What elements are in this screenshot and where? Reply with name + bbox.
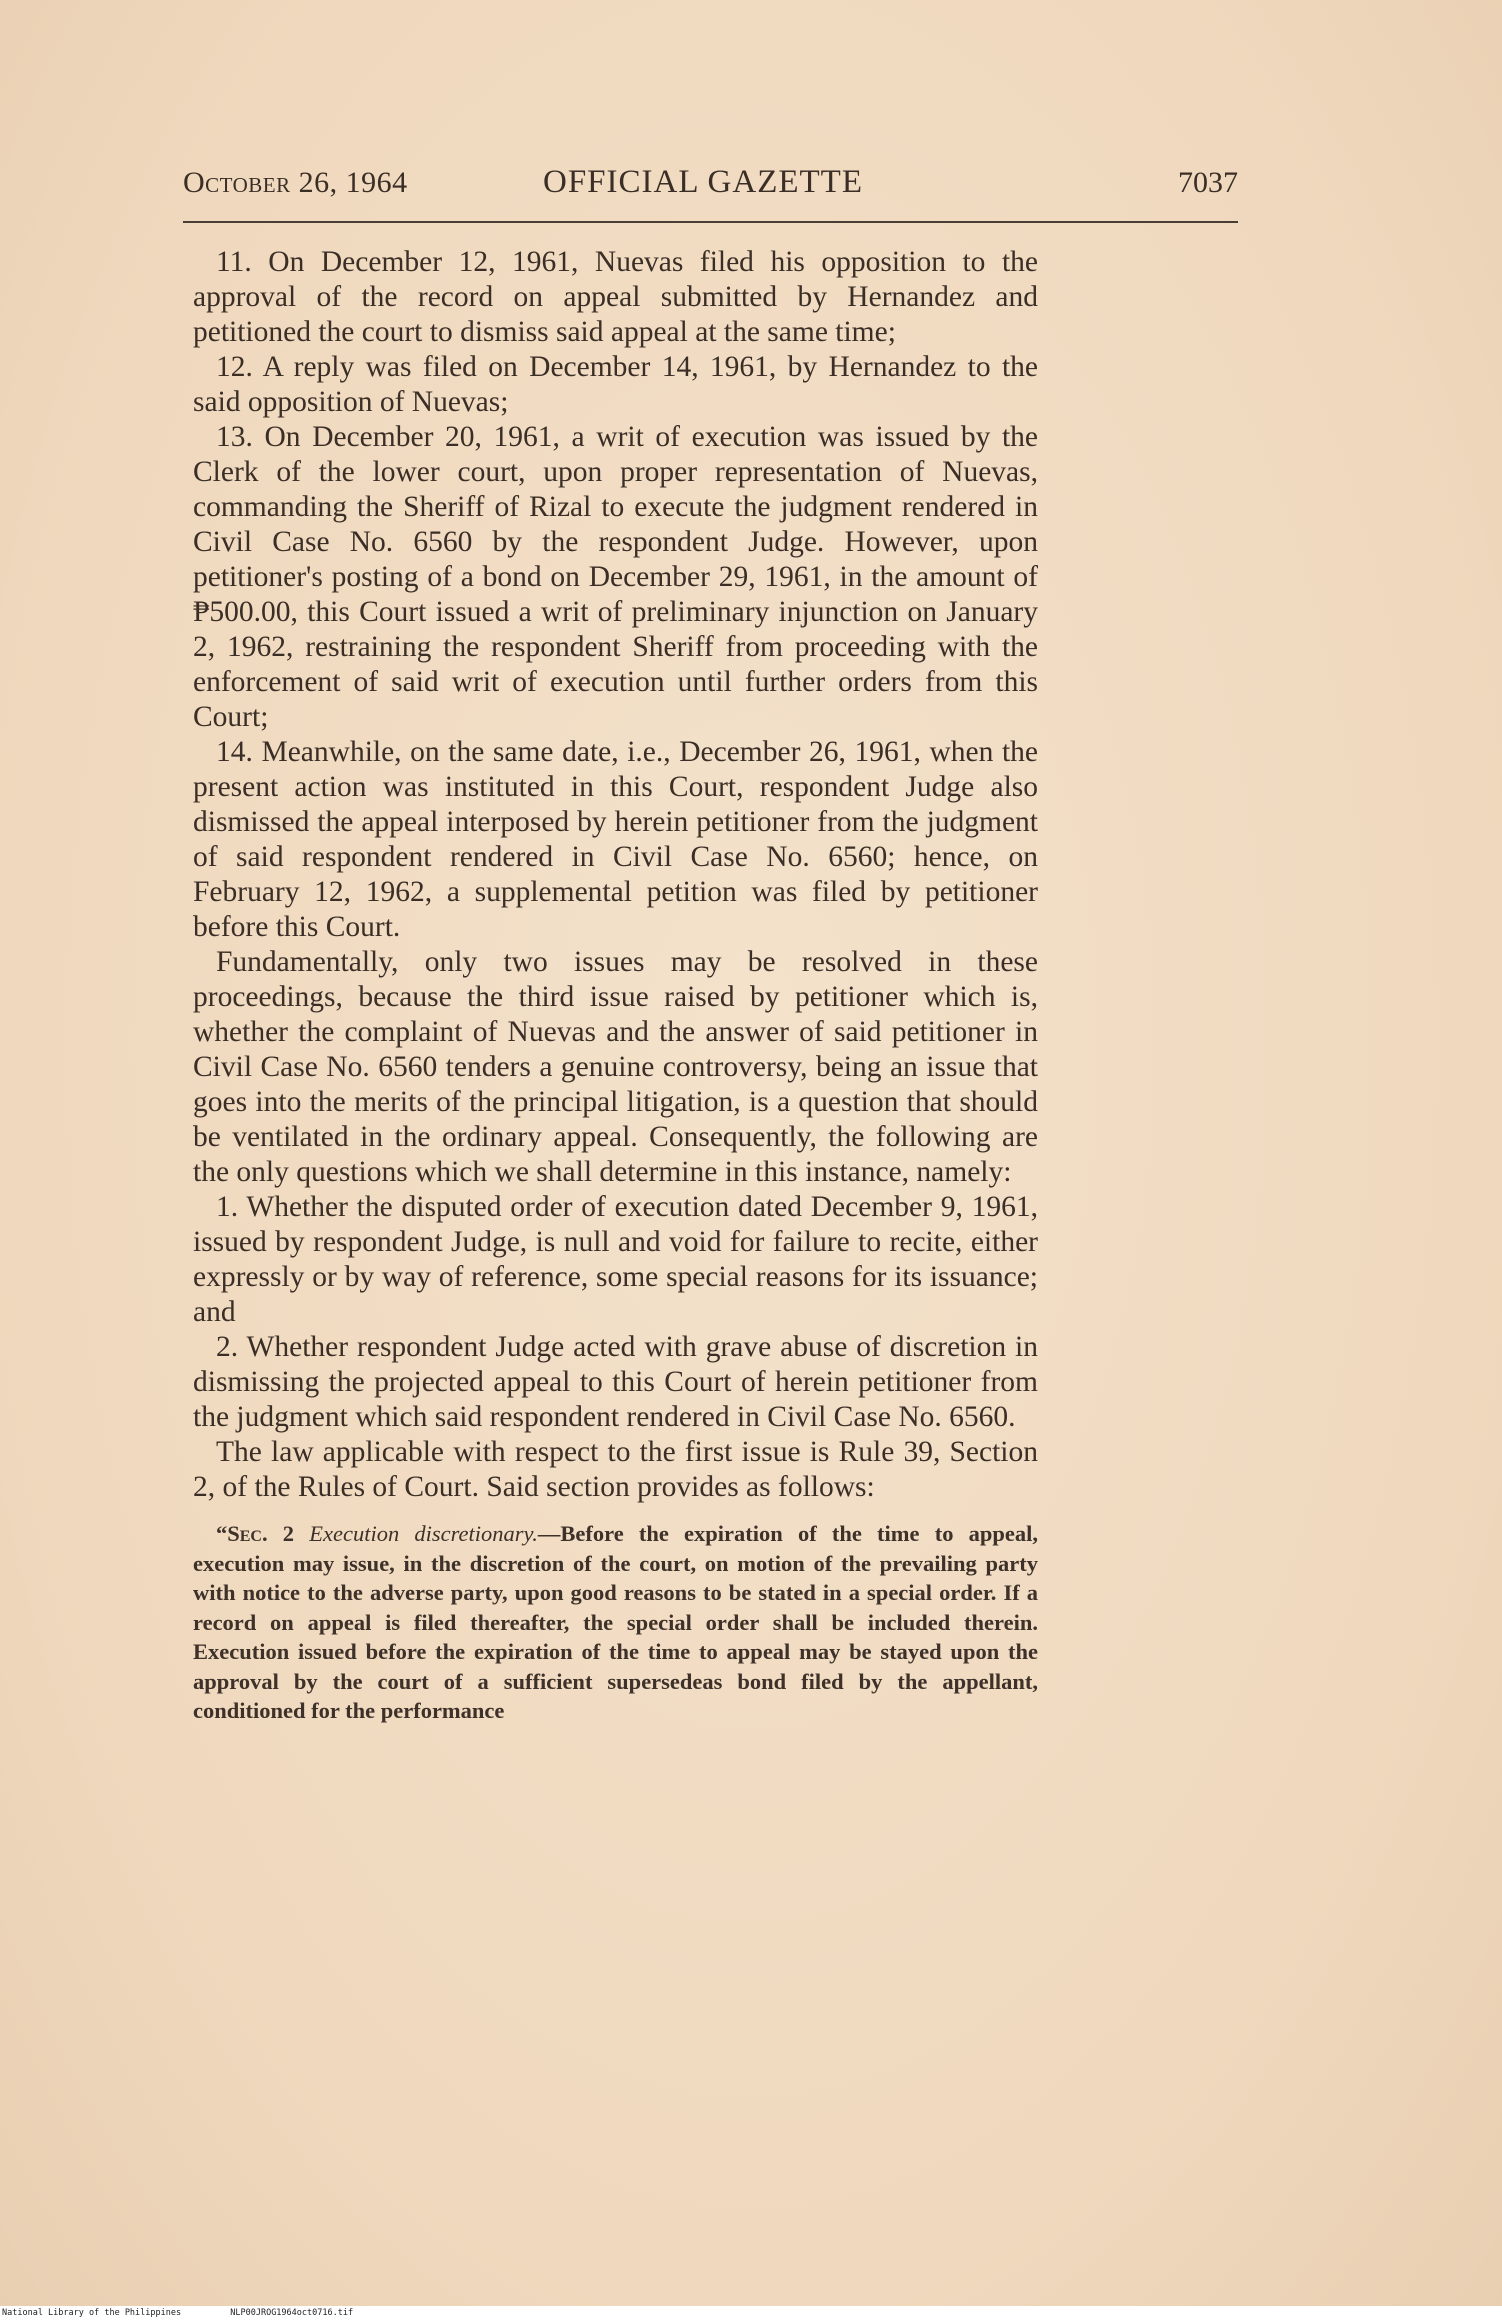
paragraph-14: 14. Meanwhile, on the same date, i.e., December 26, 1961, when the present action was instituted in this Court, respondent Judge also dismissed the appeal interposed by herein petitioner from the judgment of said respondent rendered in Civil Case No. 6560; hence, on February 12, 1962, a supplemental petition was filed by petitioner before this Court.: [193, 736, 1038, 943]
issue-2: 2. Whether respondent Judge acted with grave abuse of discretion in dismissing the projected appeal to this Court of herein petitioner from the judgment which said respondent rendered in Civil Case No. 6560.: [193, 1331, 1038, 1433]
footer-file-id: NLP00JROG1964oct0716.tif: [230, 2308, 354, 2318]
paragraph-applicable-law: The law applicable with respect to the first issue is Rule 39, Section 2, of the Rules of Court. Said section provides as follows:: [193, 1436, 1038, 1503]
paragraph-issues: Fundamentally, only two issues may be resolved in these proceedings, because the third issue raised by petitioner which is, whether the complaint of Nuevas and the answer of said petitioner in Civil Case No. 6560 tenders a genuine controversy, being an issue that goes into the merits of the principal litigation, is a question that should be ventilated in the ordinary appeal. Consequently, the following are the only questions which we shall determine in this instance, namely:: [193, 946, 1038, 1188]
paragraph-11: 11. On December 12, 1961, Nuevas filed his opposition to the approval of the record on appeal submitted by Hernandez and petitioned the court to dismiss said appeal at the same time;: [193, 246, 1038, 348]
scan-footer: [2, 2308, 397, 2318]
page-header: [183, 166, 1238, 214]
header-title: OFFICIAL GAZETTE: [543, 164, 863, 200]
issue-1: 1. Whether the disputed order of execution dated December 9, 1961, issued by respondent Judge, is null and void for failure to recite, either expressly or by way of reference, some special reasons for its issuance; and: [193, 1191, 1038, 1328]
paragraph-13: 13. On December 20, 1961, a writ of execution was issued by the Clerk of the lower court, upon proper representation of Nuevas, commanding the Sheriff of Rizal to execute the judgment rendered in Civil Case No. 6560 by the respondent Judge. However, upon petitioner's posting of a bond on December 29, 1961, in the amount of ₱500.00, this Court issued a writ of preliminary injunction on January 2, 1962, restraining the respondent Sheriff from proceeding with the enforcement of said writ of execution until further orders from this Court;: [193, 421, 1038, 733]
quote-text: —Before the expiration of the time to appeal, execution may issue, in the discretion of the court, on motion of the prevailing party with notice to the adverse party, upon good reasons to be stated in a special order. If a record on appeal is filed thereafter, the special order shall be included therein. Execution issued before the expiration of the time to appeal may be stayed upon the approval by the court of a sufficient supersedeas bond filed by the appellant, conditioned for the performance: [193, 1521, 1039, 1723]
quote-heading: Execution discretionary.: [309, 1521, 538, 1546]
quoted-rule: [193, 1519, 1038, 1726]
paragraph-12: 12. A reply was filed on December 14, 1961, by Hernandez to the said opposition of Nuevas;: [193, 351, 1038, 418]
header-date: October 26, 1964: [183, 166, 408, 199]
footer-library: National Library of the Philippines: [2, 2308, 182, 2318]
header-rule: [183, 221, 1238, 223]
quote-section-label: “Sec. 2: [216, 1521, 295, 1546]
document-body: [193, 245, 1038, 1748]
header-page-number: 7037: [1178, 166, 1238, 199]
